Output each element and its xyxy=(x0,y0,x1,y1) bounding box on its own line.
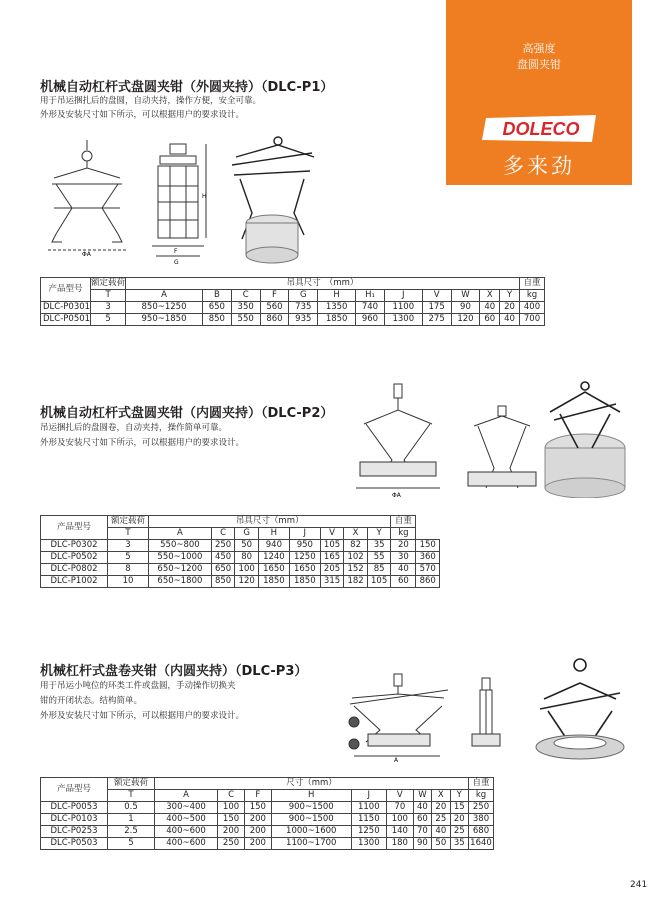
cell: 350 xyxy=(231,302,260,314)
header-model: 产品型号 xyxy=(41,516,108,540)
cell: 20 xyxy=(432,802,450,814)
cell: 1300 xyxy=(351,838,386,850)
col-header: F xyxy=(244,790,271,802)
section-desc-p3-line2: 钳的开闭状态。结构简单。 xyxy=(40,696,143,706)
cell: 1000~1600 xyxy=(271,826,351,838)
cell: 400~600 xyxy=(155,826,218,838)
spec-table-p3 xyxy=(40,777,494,850)
cell: 100 xyxy=(386,814,413,826)
cell: 20 xyxy=(500,302,520,314)
unit-load: T xyxy=(108,790,155,802)
cell: 1250 xyxy=(289,552,320,564)
cell: 175 xyxy=(422,302,451,314)
cell: DLC-P0053 xyxy=(41,802,108,814)
p1-photo-illustration xyxy=(226,135,318,265)
table-row xyxy=(41,564,440,576)
p1-dim-G: G xyxy=(174,259,179,266)
cell: DLC-P1002 xyxy=(41,576,108,588)
cell: 182 xyxy=(344,576,368,588)
col-header: A xyxy=(149,528,212,540)
col-header: B xyxy=(202,290,231,302)
cell: 680 xyxy=(469,826,494,838)
p2-photo-illustration xyxy=(540,378,630,498)
cell: 960 xyxy=(356,314,385,326)
col-header: H xyxy=(318,290,356,302)
header-size: 吊具尺寸（mm） xyxy=(149,516,391,528)
table-row xyxy=(41,802,494,814)
cell: 1240 xyxy=(258,552,289,564)
cell: 275 xyxy=(422,314,451,326)
header-load: 额定载荷 xyxy=(91,278,126,288)
col-header: X xyxy=(344,528,368,540)
spec-table-p2 xyxy=(40,515,440,588)
cell: 150 xyxy=(244,802,271,814)
cell: 315 xyxy=(320,576,344,588)
cell: 40 xyxy=(480,302,500,314)
cell: 450 xyxy=(211,552,235,564)
cell: 5 xyxy=(91,314,126,326)
cell: 150 xyxy=(218,814,245,826)
cell: 1640 xyxy=(470,838,492,848)
cell: 850~1250 xyxy=(126,302,203,314)
cell: 70 xyxy=(413,826,431,838)
header-weight: 自重 xyxy=(391,516,416,528)
cell: 40 xyxy=(432,826,450,838)
brand-panel xyxy=(446,0,632,185)
cell: 700 xyxy=(520,314,545,326)
cell: 200 xyxy=(244,814,271,826)
cell: 200 xyxy=(244,838,271,850)
header-load: 额定载荷 xyxy=(108,516,149,528)
header-model: 产品型号 xyxy=(41,278,91,302)
cell: 70 xyxy=(386,802,413,814)
unit-weight: kg xyxy=(520,290,545,302)
section-title-p1: 机械自动杠杆式盘圆夹钳（外圆夹持）（DLC-P1） xyxy=(40,80,334,95)
col-header: J xyxy=(289,528,320,540)
cell: 250 xyxy=(211,540,235,552)
col-header: C xyxy=(231,290,260,302)
cell: 120 xyxy=(451,314,480,326)
cell: DLC-P0502 xyxy=(41,552,108,564)
cell: DLC-P0503 xyxy=(41,838,108,850)
cell: 120 xyxy=(235,576,259,588)
cell: 3 xyxy=(108,540,149,552)
p3-front-view-drawing xyxy=(340,672,458,762)
col-header: J xyxy=(351,790,386,802)
cell: 860 xyxy=(416,576,440,588)
header-model: 产品型号 xyxy=(41,778,108,802)
col-header: V xyxy=(386,790,413,802)
cell: 860 xyxy=(260,314,289,326)
cell: 35 xyxy=(450,838,468,850)
cell: 90 xyxy=(451,302,480,314)
cell: 735 xyxy=(289,302,318,314)
col-header: C xyxy=(211,528,235,540)
cell: DLC-P0253 xyxy=(41,826,108,838)
col-header: H₁ xyxy=(356,290,385,302)
cell: 850 xyxy=(202,314,231,326)
col-header: W xyxy=(451,290,480,302)
col-header: Y xyxy=(367,528,391,540)
col-header: J xyxy=(384,290,422,302)
cell: 1650 xyxy=(289,564,320,576)
cell: DLC-P0301 xyxy=(41,302,91,314)
cell: 400 xyxy=(520,302,545,314)
cell: 1 xyxy=(108,814,155,826)
cell: 80 xyxy=(235,552,259,564)
section-desc-p2-line2: 外形及安装尺寸如下所示，可以根据用户的要求设计。 xyxy=(40,438,245,448)
cell: 100 xyxy=(235,564,259,576)
col-header: G xyxy=(289,290,318,302)
cell: 2.5 xyxy=(108,826,155,838)
cell: 30 xyxy=(391,552,416,564)
cell: 25 xyxy=(432,814,450,826)
table-row xyxy=(41,552,440,564)
section-desc-p3-line1: 用于吊运小吨位的环类工件或盘圆，手动操作切换夹 xyxy=(40,681,236,691)
cell: 740 xyxy=(356,302,385,314)
cell: DLC-P0501 xyxy=(41,314,91,326)
col-header: Y xyxy=(450,790,468,802)
cell: 20 xyxy=(450,814,468,826)
section-title-p3: 机械杠杆式盘卷夹钳（内圆夹持）（DLC-P3） xyxy=(40,664,308,679)
col-header: C xyxy=(218,790,245,802)
cell: 10 xyxy=(108,576,149,588)
cell: 0.5 xyxy=(108,802,155,814)
section-desc-p1-line2: 外形及安装尺寸如下所示，可以根据用户的要求设计。 xyxy=(40,110,245,120)
cell: 550 xyxy=(231,314,260,326)
cell: DLC-P0103 xyxy=(41,814,108,826)
cell: 1100 xyxy=(351,802,386,814)
cell: 105 xyxy=(320,540,344,552)
cell: 25 xyxy=(450,826,468,838)
cell: 1850 xyxy=(258,576,289,588)
svg-text:DOLECO: DOLECO xyxy=(502,119,580,139)
unit-weight: kg xyxy=(469,790,494,802)
cell: 950~1850 xyxy=(126,314,203,326)
col-header: H xyxy=(271,790,351,802)
col-header: W xyxy=(413,790,431,802)
cell: 102 xyxy=(344,552,368,564)
cell: 50 xyxy=(235,540,259,552)
header-weight: 自重 xyxy=(469,778,494,790)
cell: 60 xyxy=(391,576,416,588)
cell: 1350 xyxy=(318,302,356,314)
cell: 20 xyxy=(391,540,416,552)
col-header: Y xyxy=(500,290,520,302)
unit-weight: kg xyxy=(391,528,416,540)
section-title-p2: 机械自动杠杆式盘圆夹钳（内圆夹持）（DLC-P2） xyxy=(40,406,334,421)
p1-dim-A: ΦA xyxy=(82,251,91,258)
cell: 50 xyxy=(432,838,450,850)
cell: 55 xyxy=(367,552,391,564)
col-header: V xyxy=(320,528,344,540)
brand-name-cn: 多来劲 xyxy=(503,154,575,178)
col-header: H xyxy=(258,528,289,540)
cell: 35 xyxy=(367,540,391,552)
cell: 152 xyxy=(344,564,368,576)
cell: 100 xyxy=(218,802,245,814)
cell: 560 xyxy=(260,302,289,314)
cell: 140 xyxy=(386,826,413,838)
cell: 40 xyxy=(391,564,416,576)
brand-tagline-1: 高强度 xyxy=(522,42,556,55)
p1-side-view-drawing xyxy=(148,140,212,268)
cell: 250 xyxy=(218,838,245,850)
header-size: 尺寸（mm） xyxy=(155,778,469,790)
cell: 82 xyxy=(344,540,368,552)
header-size: 吊具尺寸 （mm） xyxy=(126,278,520,290)
table-row xyxy=(41,814,494,826)
header-weight: 自重 xyxy=(520,278,545,290)
cell: 180 xyxy=(386,838,413,850)
p1-dim-F: F xyxy=(174,248,178,255)
cell: 60 xyxy=(480,314,500,326)
cell: 90 xyxy=(413,838,431,850)
p1-front-view-drawing xyxy=(42,138,142,258)
p2-dim-A: ΦA xyxy=(392,492,401,499)
cell: 550~1000 xyxy=(149,552,212,564)
table-row xyxy=(41,838,494,850)
cell: 1100 xyxy=(384,302,422,314)
cell: 1100~1700 xyxy=(271,838,351,850)
p2-side-view-drawing xyxy=(464,404,540,502)
table-row xyxy=(41,302,545,314)
cell: 85 xyxy=(367,564,391,576)
unit-load: T xyxy=(108,528,149,540)
cell: DLC-P0802 xyxy=(41,564,108,576)
cell: 900~1500 xyxy=(271,814,351,826)
cell: 650 xyxy=(202,302,231,314)
brand-tagline-2: 盘圆夹钳 xyxy=(517,58,561,71)
cell: 935 xyxy=(289,314,318,326)
cell: 360 xyxy=(416,552,440,564)
cell: 950 xyxy=(289,540,320,552)
cell: 380 xyxy=(469,814,494,826)
cell: 650~1800 xyxy=(149,576,212,588)
cell: 5 xyxy=(108,552,149,564)
doleco-logo xyxy=(482,114,600,144)
section-desc-p2-line1: 吊运捆扎后的盘圆卷，自动夹持，操作简单可靠。 xyxy=(40,423,228,433)
page-number: 241 xyxy=(630,880,648,890)
cell: 5 xyxy=(108,838,155,850)
cell: 650 xyxy=(211,564,235,576)
cell: DLC-P0302 xyxy=(41,540,108,552)
cell: 300~400 xyxy=(155,802,218,814)
cell: 550~800 xyxy=(149,540,212,552)
cell: 40 xyxy=(413,802,431,814)
cell: 250 xyxy=(469,802,494,814)
col-header: G xyxy=(235,528,259,540)
cell: 850 xyxy=(211,576,235,588)
cell: 1850 xyxy=(318,314,356,326)
cell: 1850 xyxy=(289,576,320,588)
cell: 150 xyxy=(416,540,440,552)
cell: 105 xyxy=(367,576,391,588)
cell: 15 xyxy=(450,802,468,814)
col-header: A xyxy=(126,290,203,302)
col-header: X xyxy=(432,790,450,802)
cell: 650~1200 xyxy=(149,564,212,576)
table-row xyxy=(41,576,440,588)
cell: 165 xyxy=(320,552,344,564)
p2-front-view-drawing xyxy=(352,380,444,500)
unit-load: T xyxy=(91,290,126,302)
cell: 3 xyxy=(91,302,126,314)
col-header: X xyxy=(480,290,500,302)
cell: 200 xyxy=(218,826,245,838)
p1-dim-H: H xyxy=(202,193,207,200)
section-desc-p3-line3: 外形及安装尺寸如下所示，可以根据用户的要求设计。 xyxy=(40,711,245,721)
col-header: V xyxy=(422,290,451,302)
section-desc-p1-line1: 用于吊运捆扎后的盘圆，自动夹持，操作方便，安全可靠。 xyxy=(40,96,262,106)
cell: 1150 xyxy=(351,814,386,826)
cell: 940 xyxy=(258,540,289,552)
p3-photo-illustration xyxy=(530,655,630,767)
table-row xyxy=(41,826,494,838)
table-row xyxy=(41,314,545,326)
cell: 400~500 xyxy=(155,814,218,826)
cell: 1300 xyxy=(384,314,422,326)
cell: 60 xyxy=(413,814,431,826)
cell: 40 xyxy=(500,314,520,326)
col-header: A xyxy=(155,790,218,802)
p3-side-view-drawing xyxy=(468,676,504,752)
spec-table-p1 xyxy=(40,277,545,326)
header-load: 额定载荷 xyxy=(108,778,155,790)
cell: 205 xyxy=(320,564,344,576)
cell: 200 xyxy=(244,826,271,838)
cell: 570 xyxy=(416,564,440,576)
cell: 400~600 xyxy=(155,838,218,850)
table-row xyxy=(41,540,440,552)
col-header: F xyxy=(260,290,289,302)
cell: 900~1500 xyxy=(271,802,351,814)
p3-dim-A: A xyxy=(394,757,399,762)
cell: 1650 xyxy=(258,564,289,576)
cell: 8 xyxy=(108,564,149,576)
cell: 1250 xyxy=(351,826,386,838)
